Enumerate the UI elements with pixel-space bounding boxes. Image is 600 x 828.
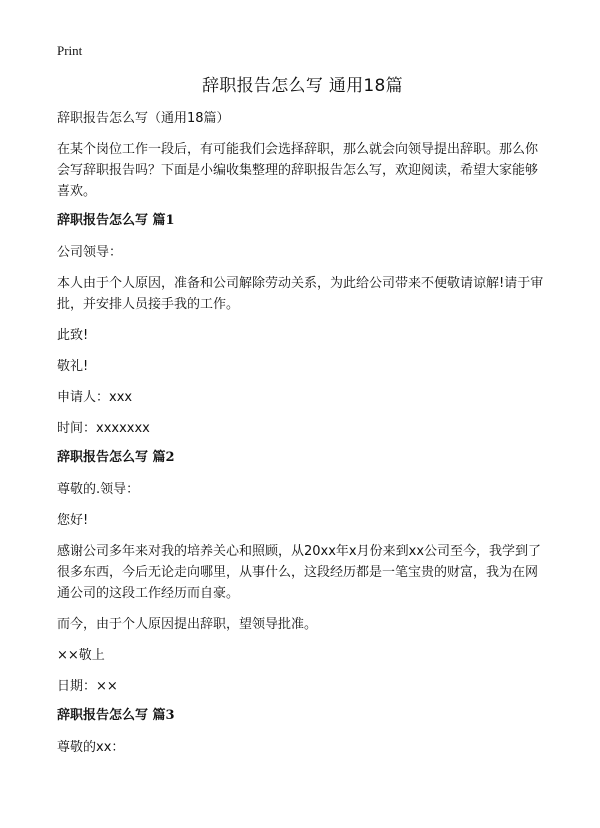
document-title: 辞职报告怎么写 通用18篇 bbox=[202, 76, 403, 96]
print-label: Print bbox=[57, 43, 83, 58]
section-2-paragraph: 感谢公司多年来对我的培养关心和照顾，从20xx年x月份来到xx公司至今，我学到了很多东西，今后无论走向哪里，从事什么，这段经历都是一笔宝贵的财富，我为在网通公司的这段工作经历而自豪。 bbox=[57, 544, 542, 601]
section-1-paragraph: 敬礼! bbox=[57, 359, 89, 374]
section-heading-2: 辞职报告怎么写 篇2 bbox=[57, 450, 175, 465]
document-subtitle: 辞职报告怎么写（通用18篇） bbox=[57, 111, 230, 126]
section-1-paragraph: 公司领导： bbox=[57, 245, 123, 260]
section-1-paragraph: 此致! bbox=[57, 328, 89, 343]
section-1-paragraph: 申请人：xxx bbox=[57, 390, 133, 405]
section-2-paragraph: 您好! bbox=[57, 513, 89, 528]
section-heading-1: 辞职报告怎么写 篇1 bbox=[57, 213, 175, 228]
section-2-paragraph: 日期：×× bbox=[57, 679, 118, 694]
section-2-paragraph: ××敬上 bbox=[57, 648, 105, 663]
section-1-paragraph: 本人由于个人原因，准备和公司解除劳动关系，为此给公司带来不便敬请谅解!请于审批，并安排人员接手我的工作。 bbox=[57, 276, 544, 312]
section-2-paragraph: 尊敬的.领导： bbox=[57, 482, 140, 497]
section-2-paragraph: 而今，由于个人原因提出辞职，望领导批准。 bbox=[57, 617, 318, 632]
intro-paragraph: 在某个岗位工作一段后，有可能我们会选择辞职，那么就会向领导提出辞职。那么你会写辞职报告吗？下面是小编收集整理的辞职报告怎么写，欢迎阅读，希望大家能够喜欢。 bbox=[57, 142, 539, 199]
section-3-paragraph: 尊敬的xx： bbox=[57, 740, 125, 755]
section-heading-3: 辞职报告怎么写 篇3 bbox=[57, 708, 175, 723]
section-1-paragraph: 时间：xxxxxxx bbox=[57, 421, 150, 436]
